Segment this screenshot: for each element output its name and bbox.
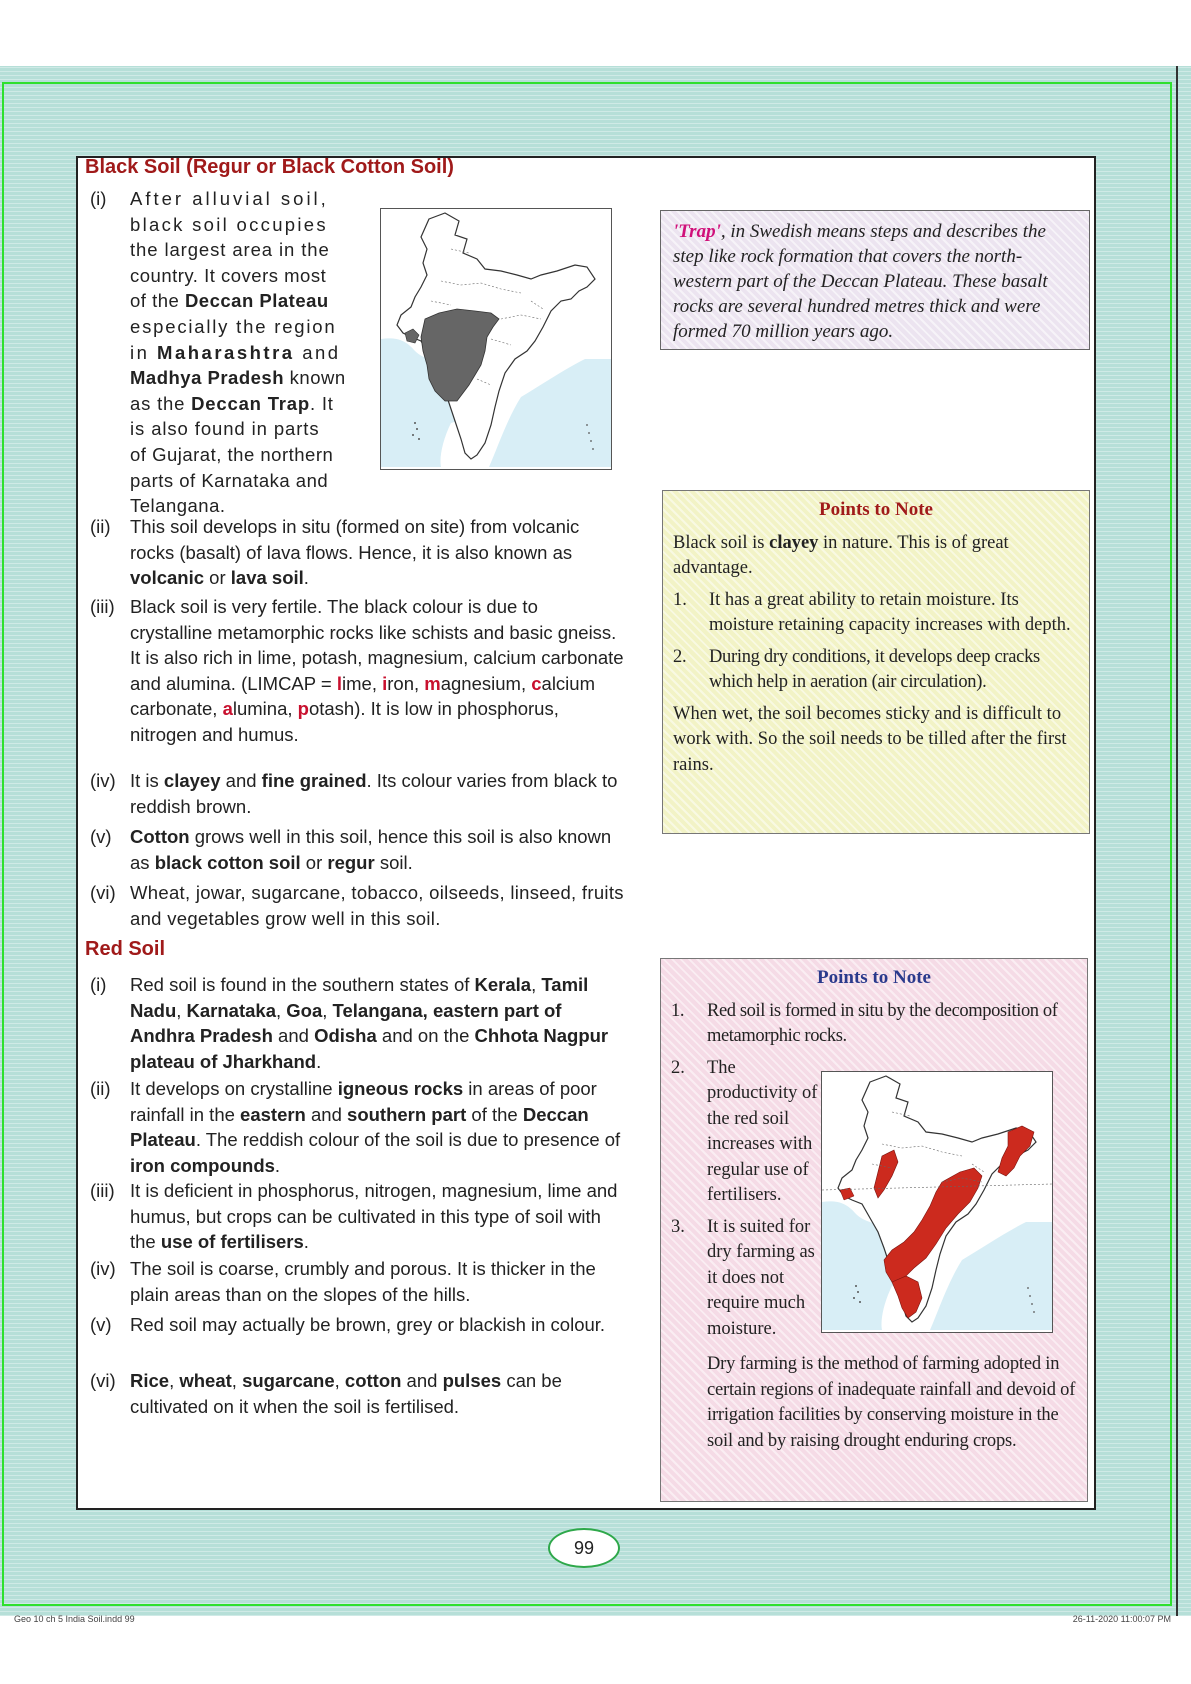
black-soil-item-4: (iv) It is clayey and fine grained. Its colour varies from black to reddish brown. (90, 770, 618, 817)
note-point: 1. Red soil is formed in situ by the decomposition of metamorphic rocks. (671, 1000, 1058, 1046)
red-soil-item-5: (v) Red soil may actually be brown, grey or blackish in colour. (90, 1312, 624, 1338)
india-map-black-soil (381, 209, 611, 469)
item-number: (vi) (90, 1370, 116, 1391)
black-soil-heading: Black Soil (Regur or Black Cotton Soil) (85, 156, 454, 178)
text-line: of the Deccan Plateau (130, 290, 329, 312)
black-soil-map (380, 208, 612, 470)
footer-file-info: Geo 10 ch 5 India Soil.indd 99 (14, 1614, 135, 1622)
trap-info-box (660, 210, 1090, 350)
note-point: 3. It is suited for dry farming as it does not require much moisture. (671, 1216, 815, 1339)
item-number: (v) (90, 1314, 112, 1335)
trap-word: 'Trap' (673, 221, 721, 242)
text-line: Telangana. (130, 495, 226, 517)
note-point: 2. The productivity of the red soil increases with regular use of fertilisers. (671, 1057, 818, 1205)
note-outro: Dry farming is the method of farming adopted in certain regions of inadequate rainfall and devoid of irrigation facilities by conserving moisture in the soil and by raising drought enduring crops. (707, 1354, 1076, 1451)
points-to-note-black-soil (662, 490, 1090, 834)
text-line: as the Deccan Trap. It (130, 392, 334, 414)
black-soil-item-2: (ii) This soil develops in situ (formed on site) from volcanic rocks (basalt) of lava flows. Hence, it is also known as volcanic or lava soil. (90, 516, 580, 589)
item-number: (iii) (90, 596, 115, 617)
black-soil-item-5: (v) Cotton grows well in this soil, hence this soil is also known as black cotton soil or regur soil. (90, 826, 612, 873)
note-title: Points to Note (817, 967, 931, 988)
page-number: 99 (548, 1528, 620, 1568)
crop-rule (1176, 66, 1178, 1616)
text-line: is also found in parts (130, 418, 320, 440)
item-number: (vi) (90, 882, 116, 903)
text-line: black soil occupies (130, 213, 328, 235)
content-panel (76, 156, 1096, 1510)
red-soil-item-4: (iv) The soil is coarse, crumbly and porous. It is thicker in the plain areas than on the slopes of the hills. (90, 1258, 596, 1305)
note-outro: When wet, the soil becomes sticky and is difficult to work with. So the soil needs to be tilled after the first rains. (673, 703, 1067, 775)
red-soil-item-3: (iii) It is deficient in phosphorus, nitrogen, magnesium, lime and humus, but crops can be cultivated in this type of soil with the use of fertilisers. (90, 1180, 618, 1253)
red-soil-item-1: (i) Red soil is found in the southern states of Kerala, Tamil Nadu, Karnataka, Goa, Telangana, eastern part of Andhra Pradesh and Odisha and on the Chhota Nagpur plateau of Jharkhand. (90, 974, 609, 1072)
item-number: (ii) (90, 516, 111, 537)
item-number: (ii) (90, 1078, 111, 1099)
item-number: (i) (90, 974, 107, 995)
text-line: the largest area in the (130, 239, 330, 261)
note-intro: Black soil is clayey in nature. This is of great advantage. (673, 532, 1009, 578)
black-soil-item-3: (iii) Black soil is very fertile. The black colour is due to crystalline metamorphic rocks like schists and basic gneiss. It is also rich in lime, potash, magnesium, calcium carbonate and alumina. (LIMCAP = lime, iron, magnesium, calcium carbonate, alumina, potash). It is low in phosphorus, nitrogen and humus. (90, 596, 624, 745)
text-line: parts of Karnataka and (130, 469, 329, 491)
red-soil-map (821, 1071, 1053, 1333)
note-point: 2. During dry conditions, it develops deep cracks which help in aeration (air circulation). (673, 646, 1040, 692)
red-soil-heading: Red Soil (85, 938, 166, 960)
text-line: Madhya Pradesh known (130, 367, 346, 389)
note-point: 1. It has a great ability to retain moisture. Its moisture retaining capacity increases with depth. (673, 589, 1071, 635)
trap-text: , in Swedish means steps and describes the step like rock formation that covers the north-western part of the Deccan Plateau. These basalt rocks are several hundred metres thick and were formed 70 million years ago. (673, 221, 1048, 342)
item-number: (v) (90, 826, 112, 847)
item-number: (iv) (90, 1258, 116, 1279)
item-number: (iv) (90, 770, 116, 791)
text-line: After alluvial soil, (130, 188, 329, 209)
item-number: (iii) (90, 1180, 115, 1201)
text-line: in Maharashtra and (130, 341, 341, 363)
points-to-note-red-soil (660, 958, 1088, 1502)
text-line: of Gujarat, the northern (130, 443, 334, 465)
red-soil-item-6: (vi) Rice, wheat, sugarcane, cotton and pulses can be cultivated on it when the soil is fertilised. (90, 1370, 562, 1417)
item-number: (i) (90, 188, 107, 209)
black-soil-item-6: (vi) Wheat, jowar, sugarcane, tobacco, oilseeds, linseed, fruits and vegetables grow well in this soil. (90, 882, 624, 929)
text-line: country. It covers most (130, 264, 327, 286)
note-title: Points to Note (819, 499, 933, 520)
footer-timestamp: 26-11-2020 11:00:07 PM (1072, 1614, 1171, 1622)
red-soil-item-2: (ii) It develops on crystalline igneous rocks in areas of poor rainfall in the eastern and southern part of the Deccan Plateau. The reddish colour of the soil is due to presence of iron compounds. (90, 1078, 621, 1176)
text-line: especially the region (130, 315, 337, 337)
india-map-red-soil (822, 1072, 1052, 1332)
